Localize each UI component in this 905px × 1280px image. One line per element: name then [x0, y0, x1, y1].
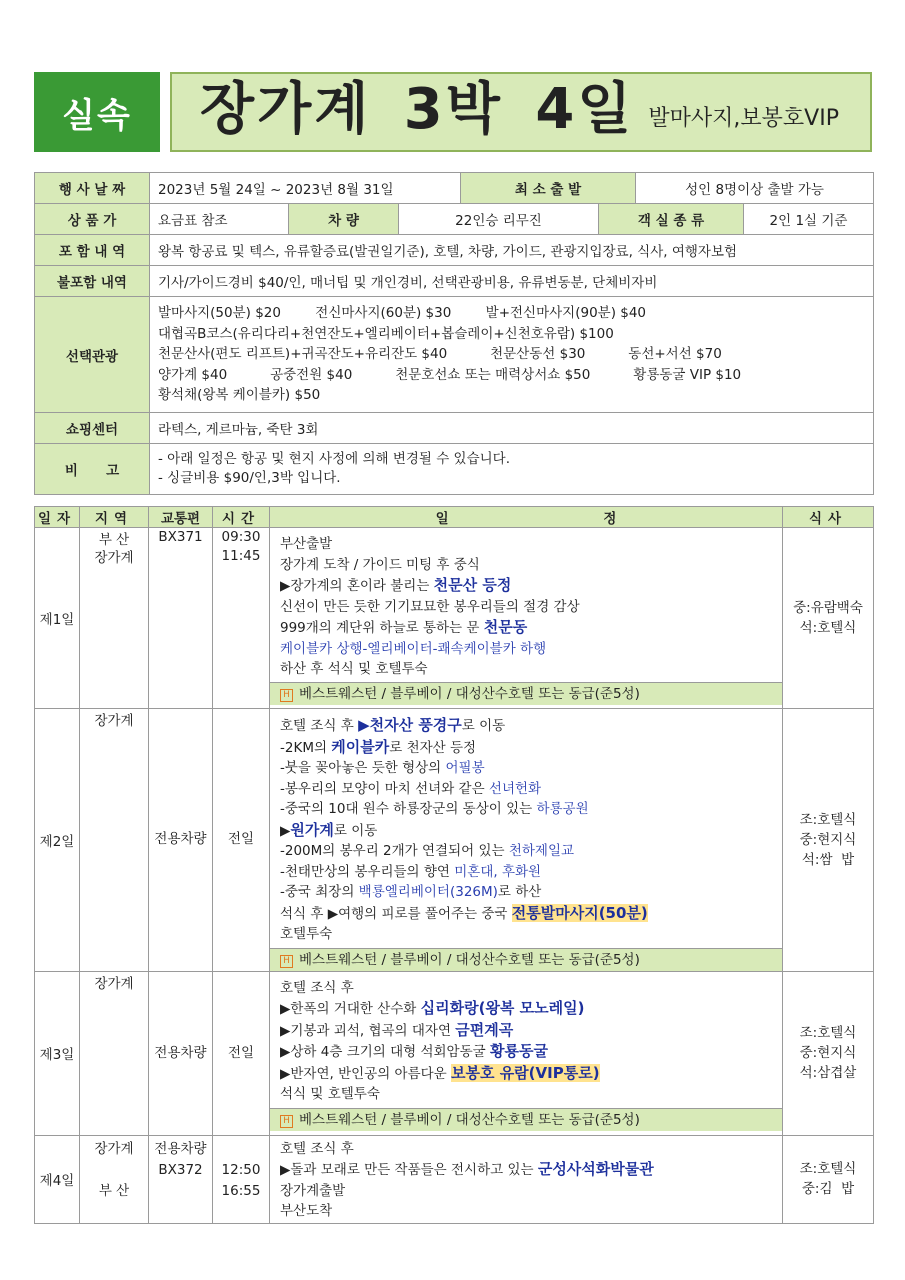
transport-cell: 전용차량 [149, 709, 213, 972]
vehicle-label: 차 량 [289, 204, 399, 235]
itinerary-line [280, 1063, 782, 1085]
schedule-table [34, 506, 874, 1224]
product-badge: 실속 [34, 72, 160, 152]
included-value: 왕복 항공료 및 텍스, 유류할증료(발권일기준), 호텔, 차량, 가이드, 관광지입장료, 식사, 여행자보험 [150, 235, 874, 266]
highlight-text: 선녀헌화 [488, 780, 542, 797]
itinerary-line [280, 998, 782, 1020]
transport-cell: 전용차량 [149, 971, 213, 1135]
itinerary-text: ▶ [280, 822, 291, 839]
itinerary-line: 장가계 도착 / 가이드 미팅 후 중식 [280, 556, 480, 573]
highlight-text: 미혼대, 후화원 [454, 863, 542, 880]
region-cell: 장가계 [80, 709, 149, 972]
day-row [35, 1135, 874, 1223]
day-label: 제1일 [35, 528, 80, 709]
itinerary-cell [270, 971, 783, 1135]
included-label: 포 함 내 역 [35, 235, 150, 266]
header-transport: 교통편 [149, 507, 213, 528]
itinerary-text: ▶기봉과 괴석, 협곡의 대자연 [280, 1022, 456, 1039]
transport-text: 전용차량 [154, 1140, 207, 1157]
options-label: 선택관광 [35, 297, 150, 413]
transport-text: BX372 [158, 1161, 203, 1178]
hotel-text: 베스트웨스턴 / 블루베이 / 대성산수호텔 또는 동급(준5성) [299, 685, 640, 702]
day-row [35, 709, 874, 972]
itinerary-text: 로 이동 [461, 718, 506, 734]
meal-cell [783, 709, 874, 972]
note-value [150, 444, 874, 495]
highlight-text: 케이블카 [331, 737, 390, 756]
highlight-text: 하룡공원 [536, 801, 589, 817]
excluded-label: 불포함 내역 [35, 266, 150, 297]
itinerary-line [280, 1159, 782, 1181]
itinerary-line [280, 575, 782, 597]
itinerary-line [280, 1020, 782, 1042]
room-label: 객 실 종 류 [599, 204, 744, 235]
hotel-icon: H [280, 955, 293, 968]
header-meal: 식사 [783, 507, 874, 528]
itinerary-text: -중국의 10대 원수 하룡장군의 동상이 있는 [280, 801, 537, 817]
itinerary-line [280, 820, 782, 842]
meal-cell [783, 971, 874, 1135]
time-cell: 전일 [213, 709, 270, 972]
meal-text: 조:호텔식 [799, 1025, 857, 1041]
meal-text: 중:현지식 [799, 1045, 857, 1061]
time-cell: 전일 [213, 971, 270, 1135]
itinerary-text: -붓을 꽂아놓은 듯한 형상의 [280, 760, 446, 776]
period-label: 행 사 날 짜 [35, 173, 150, 204]
time-text: 11:45 [221, 548, 261, 564]
highlight-text: 천하제일교 [508, 843, 575, 859]
option-line: 천문산사(편도 리프트)+귀곡잔도+유리잔도 $40 천문산동선 $30 동선+서선 $70 [158, 346, 722, 363]
region-text: 부 산 [98, 1182, 130, 1199]
itinerary-text: ▶돌과 모래로 만든 작품들은 전시하고 있는 [280, 1162, 538, 1178]
itinerary-line [280, 1041, 782, 1063]
meal-text: 석:호텔식 [799, 620, 857, 636]
option-line: 발마사지(50분) $20 전신마사지(60분) $30 발+전신마사지(90분) $40 [158, 305, 647, 322]
region-text: 장가계 [94, 550, 134, 566]
itinerary-text: ▶한폭의 거대한 산수화 [280, 1001, 421, 1017]
time-text: 16:55 [221, 1182, 261, 1199]
header-day: 일자 [35, 507, 80, 528]
highlight-text: 천문산 등정 [433, 576, 512, 594]
itinerary-text: 로 이동 [333, 822, 378, 839]
price-value: 요금표 참조 [150, 204, 289, 235]
itinerary-line: 부산출발 [280, 536, 333, 552]
itinerary-line: 케이블카 상행-엘리베이터-쾌속케이블카 하행 [280, 640, 547, 657]
itinerary-line [280, 841, 782, 862]
hotel-bar [270, 682, 782, 705]
option-line: 양가계 $40 공중전원 $40 천문호선쇼 또는 매력상서쇼 $50 황룡동굴 VIP $10 [158, 366, 742, 383]
meal-text: 조:호텔식 [799, 1161, 857, 1177]
itinerary-text: -천태만상의 봉우리들의 향연 [280, 863, 455, 880]
itinerary-cell [270, 1135, 783, 1223]
option-line: 대협곡B코스(유리다리+천연잔도+엘리베이터+봅슬레이+신천호유람) $100 [158, 325, 614, 342]
itinerary-line [280, 862, 782, 883]
options-value [150, 297, 874, 413]
meal-text: 중:유람백숙 [793, 600, 863, 616]
itinerary-cell [270, 709, 783, 972]
page-subtitle: 발마사지,보봉호VIP [648, 106, 839, 131]
itinerary-text: 999개의 계단위 하늘로 통하는 문 [280, 620, 484, 636]
region-cell: 장가계 [80, 971, 149, 1135]
highlight-text: ▶천자산 풍경구 [358, 716, 462, 734]
header-time: 시간 [213, 507, 270, 528]
itinerary-line [280, 903, 782, 925]
itinerary-text: -2KM의 [280, 739, 332, 756]
highlight-text: 백룡엘리베이터(326M) [358, 884, 498, 900]
shopping-label: 쇼핑센터 [35, 413, 150, 444]
highlight-text: 군성사석화박물관 [537, 1160, 654, 1178]
itinerary-line: 호텔 조식 후 [280, 979, 354, 996]
highlight-text: 천문동 [483, 618, 528, 636]
itinerary-line: 호텔 조식 후 [280, 1140, 354, 1157]
time-text: 12:50 [221, 1161, 261, 1178]
itinerary-line [280, 617, 782, 639]
itinerary-cell [270, 528, 783, 709]
itinerary-text: ▶반자연, 반인공의 아름다운 [280, 1065, 451, 1082]
itinerary-text: 로 하산 [497, 884, 542, 900]
note-line: - 싱글비용 $90/인,3박 입니다. [158, 470, 341, 486]
region-cell [80, 1135, 149, 1223]
highlight-text: 십리화랑(왕복 모노레일) [420, 999, 585, 1017]
itinerary-text: ▶상하 4층 크기의 대형 석회암동굴 [280, 1044, 490, 1060]
meal-cell [783, 528, 874, 709]
itinerary-text: 로 천자산 등정 [389, 739, 477, 756]
itinerary-line: 장가계출발 [280, 1182, 346, 1199]
meal-text: 조:호텔식 [799, 811, 857, 828]
meal-cell [783, 1135, 874, 1223]
day-label: 제2일 [35, 709, 80, 972]
itinerary-text: -200M의 봉우리 2개가 연결되어 있는 [280, 843, 509, 859]
hotel-text: 베스트웨스턴 / 블루베이 / 대성산수호텔 또는 동급(준5성) [299, 1111, 640, 1128]
time-cell [213, 1135, 270, 1223]
option-line: 황석채(왕복 케이블카) $50 [158, 387, 321, 404]
itinerary-text: -중국 최장의 [280, 884, 359, 900]
itinerary-line: 부산도착 [280, 1203, 333, 1219]
itinerary-line: 하산 후 석식 및 호텔투숙 [280, 661, 428, 677]
time-cell [213, 528, 270, 709]
page-title: 장가계 3박 4일 [200, 77, 635, 142]
header-region: 지역 [80, 507, 149, 528]
meal-text: 석:쌈 밥 [801, 851, 855, 868]
itinerary-text: 석식 후 ▶여행의 피로를 풀어주는 중국 [280, 905, 512, 922]
meal-text: 석:삼겹살 [799, 1065, 857, 1081]
itinerary-line: 호텔투숙 [280, 926, 333, 942]
title-banner [170, 72, 872, 152]
hotel-bar [270, 1108, 782, 1131]
excluded-value: 기사/가이드경비 $40/인, 매너팁 및 개인경비, 선택관광비용, 유류변동분, 단체비자비 [150, 266, 874, 297]
note-label: 비 고 [35, 444, 150, 495]
itinerary-line: 신선이 만든 듯한 기기묘묘한 봉우리들의 절경 감상 [280, 598, 580, 615]
highlight-text: 금편계곡 [455, 1020, 514, 1039]
highlight-text: 황룡동굴 [489, 1042, 548, 1060]
transport-cell [149, 1135, 213, 1223]
time-text: 09:30 [221, 529, 261, 545]
itinerary-line [280, 715, 782, 737]
itinerary-text: -봉우리의 모양이 마치 선녀와 같은 [280, 780, 489, 797]
hotel-bar [270, 948, 782, 971]
transport-cell: BX371 [149, 528, 213, 709]
meal-text: 중:김 밥 [801, 1181, 855, 1197]
highlight-text: 원가계 [290, 820, 334, 839]
region-text: 부 산 [98, 532, 130, 548]
highlight-text: 전통발마사지(50분) [511, 903, 648, 922]
meal-text: 중:현지식 [799, 831, 857, 848]
room-value: 2인 1실 기준 [744, 204, 874, 235]
info-table [34, 172, 874, 495]
header-itinerary: 일 정 [270, 507, 783, 528]
price-label: 상 품 가 [35, 204, 150, 235]
itinerary-text: 호텔 조식 후 [280, 718, 359, 734]
day-label: 제4일 [35, 1135, 80, 1223]
min-label: 최 소 출 발 [461, 173, 636, 204]
itinerary-line [280, 882, 782, 903]
itinerary-line: 석식 및 호텔투숙 [280, 1086, 380, 1102]
day-row [35, 971, 874, 1135]
region-cell [80, 528, 149, 709]
vehicle-value: 22인승 리무진 [399, 204, 599, 235]
itinerary-line [280, 758, 782, 779]
region-text: 장가계 [94, 1140, 134, 1157]
note-line: - 아래 일정은 항공 및 현지 사정에 의해 변경될 수 있습니다. [158, 451, 511, 467]
hotel-text: 베스트웨스턴 / 블루베이 / 대성산수호텔 또는 동급(준5성) [299, 951, 640, 968]
hotel-icon: H [280, 689, 293, 702]
highlight-text: 보봉호 유람(VIP통로) [451, 1063, 600, 1082]
itinerary-line [280, 737, 782, 759]
day-label: 제3일 [35, 971, 80, 1135]
itinerary-text: ▶장가계의 혼이라 불리는 [280, 578, 434, 594]
itinerary-line [280, 779, 782, 800]
highlight-text: 어필봉 [445, 760, 485, 776]
itinerary-line [280, 799, 782, 820]
shopping-value: 라텍스, 게르마늄, 죽탄 3회 [150, 413, 874, 444]
hotel-icon: H [280, 1115, 293, 1128]
period-value: 2023년 5월 24일 ~ 2023년 8월 31일 [150, 173, 461, 204]
day-row [35, 528, 874, 709]
min-value: 성인 8명이상 출발 가능 [636, 173, 874, 204]
